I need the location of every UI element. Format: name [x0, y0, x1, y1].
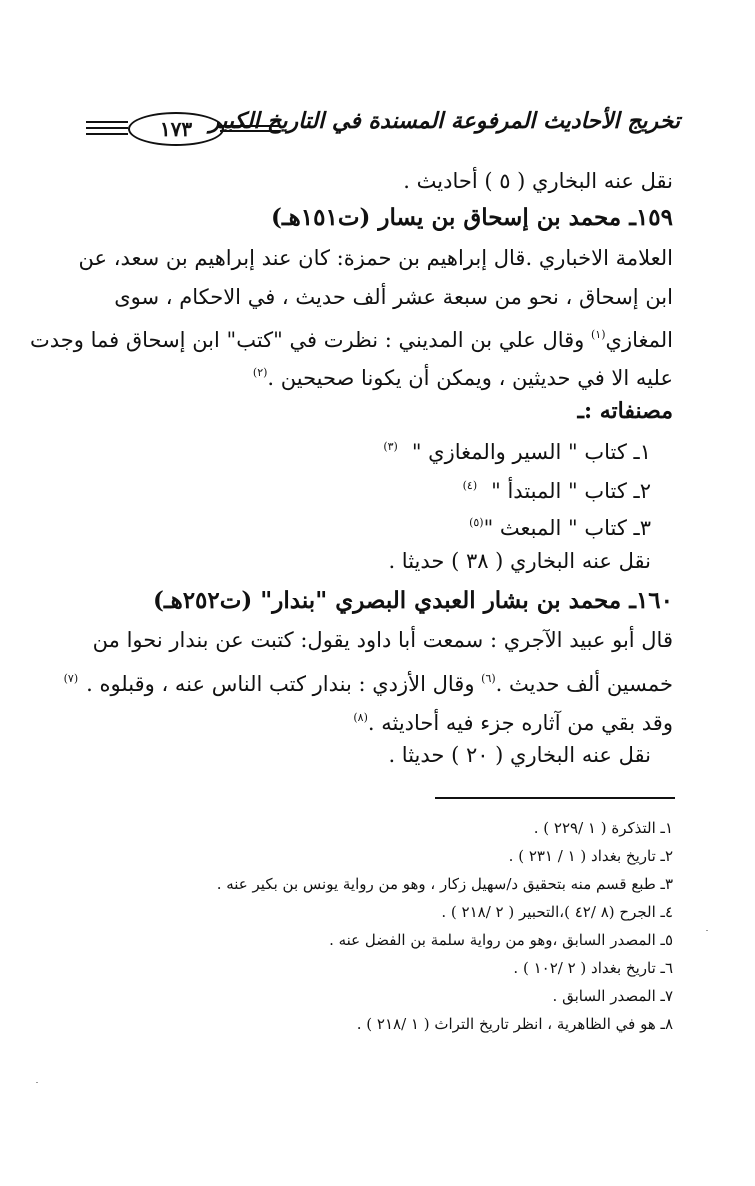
footnote-ref: (١) [591, 328, 606, 341]
entry-heading-text: ١٥٩ـ محمد بن إسحاق بن يسار (ت١٥١هـ) [271, 204, 673, 231]
body-line [253, 358, 673, 393]
footnote-ref: (٢) [252, 366, 268, 379]
body-text: وقال علي بن المديني : نظرت في "كتب" ابن إسحاق فما وجدت [30, 328, 591, 352]
footnote: ٥ـ المصدر السابق ،وهو من رواية سلمة بن الفضل عنه . [329, 931, 673, 949]
header-rule-left [86, 127, 128, 129]
body-line [114, 282, 673, 312]
body-line [79, 243, 673, 273]
body-text: قال أبو عبيد الآجري : سمعت أبا داود يقول: كتبت عن بندار نحوا من [92, 628, 673, 652]
page-number: ١٧٣ [128, 112, 224, 146]
header-rule-left [86, 121, 128, 123]
header-rule-left [86, 133, 128, 135]
body-text: وقد بقي من آثاره جزء فيه أحاديثه . [367, 711, 673, 735]
footnote: ٧ـ المصدر السابق . [552, 987, 673, 1005]
body-text: عليه الا في حديثين ، ويمكن أن يكونا صحيحين . [267, 366, 673, 390]
footnote: ٢ـ تاريخ بغداد ( ١ / ٢٣١ ) . [508, 847, 673, 865]
list-item [469, 508, 651, 543]
scan-speck [36, 1082, 38, 1083]
body-text: نقل عنه البخاري ( ٣٨ ) حديثا . [388, 549, 651, 573]
footnote: ١ـ التذكرة ( ١ /٢٢٩ ) . [533, 819, 673, 837]
list-item [383, 432, 651, 467]
footnote: ٦ـ تاريخ بغداد ( ٢ /١٠٢ ) . [513, 959, 673, 977]
body-line [93, 625, 673, 655]
footnote-separator [435, 797, 675, 799]
body-line [353, 703, 673, 738]
body-text: نقل عنه البخاري ( ٢٠ ) حديثا . [388, 743, 651, 767]
body-text: ابن إسحاق ، نحو من سبعة عشر ألف حديث ، في الاحكام ، سوى [114, 285, 673, 309]
body-text: المغازي [605, 328, 673, 352]
body-line [64, 664, 673, 699]
footnote-ref: (٣) [383, 440, 398, 453]
list-item-text: ٣ـ كتاب " المبعث " [483, 516, 651, 540]
header-rule-right [220, 125, 280, 127]
footnote: ٤ـ الجرح (٨ /٤٢ )،التحبير ( ٢ /٢١٨ ) . [441, 903, 673, 921]
list-item-text: ٢ـ كتاب " المبتدأ " [491, 479, 651, 503]
footnote-ref: (٤) [462, 479, 478, 492]
footnote-ref: (٦) [481, 672, 496, 685]
entry-heading [271, 203, 673, 233]
list-item [463, 471, 651, 506]
body-line [388, 546, 651, 576]
section-heading-text: مصنفاته :ـ [577, 398, 673, 424]
body-line [403, 166, 673, 196]
footnote: ٣ـ طبع قسم منه بتحقيق د/سهيل زكار ، وهو من رواية يونس بن بكير عنه . [216, 875, 673, 893]
list-item-text: ١ـ كتاب " السير والمغازي " [411, 440, 651, 464]
footnote-ref: (٨) [353, 711, 368, 724]
header-rule-right [220, 130, 280, 132]
footnote: ٨ـ هو في الظاهرية ، انظر تاريخ التراث ( ١ /٢١٨ ) . [356, 1015, 673, 1033]
footnote-ref: (٧) [63, 672, 79, 685]
body-text: وقال الأزدي : بندار كتب الناس عنه ، وقبلوه . [86, 672, 482, 696]
body-text: نقل عنه البخاري ( ٥ ) أحاديث . [403, 169, 673, 193]
header-title: تخريج الأحاديث المرفوعة المسندة في التاريخ الكبير [209, 108, 680, 134]
body-line [388, 740, 651, 770]
running-header [80, 108, 680, 148]
scan-speck [706, 930, 708, 931]
body-text: خمسين ألف حديث . [495, 672, 673, 696]
entry-heading [153, 586, 673, 616]
body-text: العلامة الاخباري .قال إبراهيم بن حمزة: كان عند إبراهيم بن سعد، عن [78, 246, 673, 270]
footnote-ref: (٥) [469, 516, 484, 529]
body-line [30, 320, 673, 355]
section-heading [578, 396, 673, 426]
entry-heading-text: ١٦٠ـ محمد بن بشار العبدي البصري "بندار" (ت٢٥٢هـ) [152, 587, 673, 614]
